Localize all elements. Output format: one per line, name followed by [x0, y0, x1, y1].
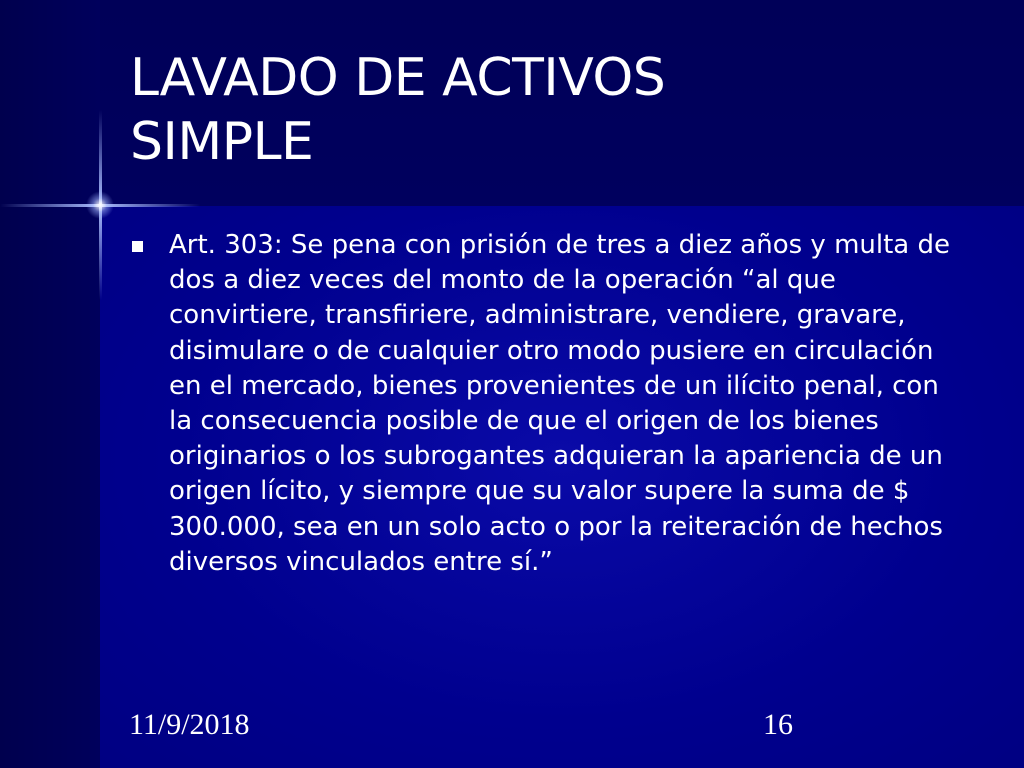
slide-title-line-2: SIMPLE — [130, 112, 314, 172]
slide-title — [130, 46, 990, 174]
bullet-text: Art. 303: Se pena con prisión de tres a diez años y multa de dos a diez veces del monto de la operación “al que convirtiere, transfiriere, administrare, vendiere, gravare, disimulare o de cualquier otro modo pusiere en circulación en el mercado, bienes provenientes de un ilícito penal, con la consecuencia posible de que el origen de los bienes originarios o los subrogantes adquieran la apariencia de un origen lícito, y siempre que su valor supere la suma de $ 300.000, sea en un solo acto o por la reiteración de hechos diversos vinculados entre sí.” — [169, 230, 950, 577]
square-bullet-icon — [132, 241, 143, 252]
footer-page-number: 16 — [763, 708, 793, 741]
footer-date: 11/9/2018 — [129, 708, 250, 741]
sparkle-glow — [86, 191, 114, 219]
left-band — [0, 0, 100, 768]
slide-title-line-1: LAVADO DE ACTIVOS — [130, 48, 666, 108]
